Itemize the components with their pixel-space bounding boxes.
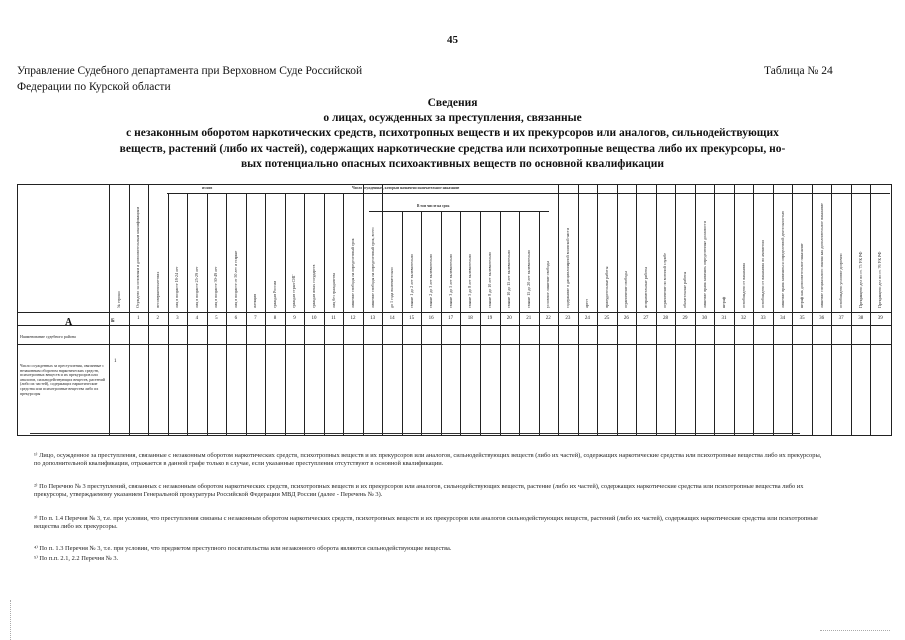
column-number: 17 — [448, 316, 454, 321]
column-header: обязательные работы — [681, 271, 687, 308]
group-header-sentenced: Число осужденных, которым назначено окончательное наказание — [352, 186, 460, 190]
column-header: лишение свободы на определенный срок — [350, 238, 356, 308]
column-number: 27 — [643, 316, 649, 321]
column-number: 5 — [215, 316, 218, 321]
column-header: содержание в дисциплинарной воинской части — [564, 228, 570, 308]
table-column-line — [324, 193, 325, 436]
column-header: свыше 15 до 20 лет включительно — [525, 249, 531, 308]
table-column-line — [500, 211, 501, 436]
column-number: 1 — [137, 316, 140, 321]
table-column-line — [675, 184, 676, 436]
table-column-line — [402, 211, 403, 436]
organization-line-2: Федерации по Курской области — [17, 81, 171, 93]
footnote-separator — [30, 433, 800, 434]
column-header: Осуждено за основным и дополнительным квалификациям — [135, 207, 141, 308]
table-column-line — [870, 184, 871, 436]
column-header: свыше 8 до 10 лет включительно — [486, 251, 492, 308]
column-number: 39 — [877, 316, 883, 321]
column-number: 6 — [234, 316, 238, 321]
statistics-table — [17, 184, 892, 436]
column-header: лиц в возрасте 18-24 лет — [174, 266, 180, 308]
column-header: освобождено условно-досрочно — [838, 253, 844, 308]
column-header: лиц в возрасте от 50 лет и старше — [232, 250, 238, 308]
table-column-line — [695, 184, 696, 436]
column-header: лишение права заниматься определенной деятельностью — [779, 210, 785, 308]
column-header: лиц без гражданства — [330, 273, 336, 308]
column-number: 37 — [838, 316, 844, 321]
table-column-line — [812, 184, 813, 436]
column-header: освобождено от наказания — [740, 262, 746, 308]
column-number: 19 — [487, 316, 493, 321]
table-column-line — [187, 193, 188, 436]
column-header: условное лишение свободы — [545, 261, 551, 308]
scan-margin-left — [10, 600, 14, 640]
row-letter-a: А — [65, 317, 73, 328]
column-header: граждан стран СНГ — [291, 274, 297, 308]
column-header: принудительные работы — [603, 266, 609, 308]
group-header-of-them: из них — [202, 186, 213, 190]
column-number: 38 — [858, 316, 864, 321]
group-line-of-them — [167, 193, 342, 194]
column-header: лишение свободы на определенный срок, всего — [369, 227, 375, 308]
column-header: лиц в возрасте 30-49 лет — [213, 266, 219, 308]
row-letter-b: Б — [111, 318, 115, 324]
table-column-line — [617, 184, 618, 436]
column-header: женщин — [252, 294, 258, 308]
table-column-line — [773, 184, 774, 436]
table-column-line — [285, 193, 286, 436]
column-number: 31 — [721, 316, 727, 321]
row-label-main: Число осужденных за преступления, связанные с незаконным оборотом наркотических средств, психотропных веществ и их прекурсоров или аналогов, сильнодействующих веществ, растений (либо их частей), содержащих наркотические средства или психотропные вещества либо их прекурсоры — [20, 363, 105, 396]
column-header: освобождено от наказания по амнистии — [760, 240, 766, 308]
column-header: штраф — [721, 296, 727, 308]
table-column-line — [265, 193, 266, 436]
table-column-line — [460, 211, 461, 436]
column-header: граждан России — [271, 280, 277, 308]
table-column-line — [441, 211, 442, 436]
table-column-line — [792, 184, 793, 436]
column-header: лишение права занимать определенные должности — [701, 221, 707, 308]
column-header: ограничение по военной службе — [662, 253, 668, 308]
column-header: свыше 3 до 5 лет включительно — [447, 253, 453, 308]
column-number: 12 — [350, 316, 356, 321]
title-line-1: Сведения — [427, 97, 478, 109]
column-number: 25 — [604, 316, 610, 321]
column-number: 11 — [331, 316, 336, 321]
table-column-line — [519, 211, 520, 436]
footnote-2: ²⁾ По Перечню № 3 преступлений, связанных с незаконным оборотом наркотических средств, психотропных веществ и их прекурсоров или аналогов, сильнодействующих веществ, растение (либо их частей), содержащих наркотические средства или психотропные вещества либо их прекурсоры, утверждаемому указанием Генеральной прокуратуры Российской Федерации МВД России (далее - Перечень № 3). — [34, 483, 804, 499]
title-line-2: о лицах, осужденных за преступления, связанные — [323, 112, 582, 124]
table-column-line — [578, 184, 579, 436]
column-number: 18 — [467, 316, 473, 321]
column-number: 26 — [623, 316, 629, 321]
table-column-line — [363, 184, 364, 436]
column-header: свыше 2 до 3 лет включительно — [428, 253, 434, 308]
column-header: Прекращено дел по ст. 75 УК РФ — [857, 251, 863, 308]
table-column-line — [753, 184, 754, 436]
column-number: 7 — [254, 316, 257, 321]
column-number: 10 — [311, 316, 317, 321]
table-column-line — [656, 184, 657, 436]
table-column-line — [480, 211, 481, 436]
column-header: граждан иных государств — [311, 264, 316, 308]
column-number: 21 — [526, 316, 532, 321]
table-column-line — [109, 184, 110, 436]
column-number: 23 — [565, 316, 571, 321]
organization-line-1: Управление Судебного департамента при Верховном Суде Российской — [17, 65, 363, 77]
title-line-5: вых потенциально опасных психоактивных веществ по основной квалификации — [240, 158, 665, 170]
column-number: 33 — [760, 316, 766, 321]
table-column-line — [168, 193, 169, 436]
table-column-line — [851, 184, 852, 436]
table-column-line — [207, 193, 208, 436]
column-header: арест — [584, 298, 590, 308]
column-number: 36 — [819, 316, 825, 321]
table-column-line — [246, 193, 247, 436]
table-column-line — [343, 193, 344, 436]
column-header: свыше 10 до 15 лет включительно — [506, 249, 512, 308]
column-number: 28 — [662, 316, 668, 321]
column-header: лишение специального звания как дополнительное наказание — [818, 203, 824, 308]
column-header: штраф как дополнительное наказание — [799, 243, 805, 308]
column-header: лиц в возрасте 25-29 лет — [193, 266, 199, 308]
column-header: свыше 1 до 2 лет включительно — [408, 253, 414, 308]
footnote-4: ⁴⁾ По п. 1.3 Перечня № 3, т.е. при условии, что предметом преступного посягательства или незаконного оборота являются сильнодействующие вещества. — [34, 545, 452, 552]
column-header: свыше 5 до 8 лет включительно — [467, 253, 473, 308]
footnote-5: ⁵⁾ По п.п. 2.1, 2.2 Перечня № 3. — [34, 555, 119, 562]
table-column-line — [226, 193, 227, 436]
column-number: 20 — [506, 316, 512, 321]
column-number: 22 — [545, 316, 551, 321]
column-number: 34 — [780, 316, 786, 321]
column-number: 30 — [702, 316, 707, 321]
column-number: 9 — [293, 316, 296, 321]
table-column-line — [421, 211, 422, 436]
scan-margin-bottom — [820, 630, 890, 631]
footnote-3: ³⁾ По п. 1.4 Перечня № 3, т.е. при условии, что преступления связаны с незаконным оборотом наркотических средств, психотропных веществ и их прекурсоров или аналогов сильнодействующих веществ, растений (либо их частей), содержащих наркотические средства или психотропные вещества либо их прекурсоры. — [34, 515, 818, 531]
table-column-line — [539, 211, 540, 436]
column-number: 35 — [799, 316, 805, 321]
column-number: 32 — [741, 316, 747, 321]
row-label-court-district: Наименование судебного района — [20, 334, 76, 339]
column-number: 14 — [389, 316, 395, 321]
column-header: Прекращено дел по ст. 76 УК РФ — [877, 251, 883, 308]
group-line-term — [369, 211, 549, 212]
table-column-line — [734, 184, 735, 436]
column-header: № строки — [115, 291, 121, 308]
column-number: 4 — [195, 316, 199, 321]
title-line-3: с незаконным оборотом наркотических средств, психотропных веществ и их прекурсоров или аналогов, сильнодействующих — [126, 127, 779, 139]
column-number: 8 — [273, 316, 277, 321]
table-column-line — [304, 193, 305, 436]
group-header-term: В том числе на срок — [417, 204, 450, 208]
column-header: ограничение свободы — [623, 271, 629, 308]
column-header: до 1 года включительно — [389, 267, 395, 308]
table-number: Таблица № 24 — [764, 65, 833, 77]
column-number: 13 — [370, 316, 376, 321]
title-line-4: веществ, растений (либо их частей), содержащих наркотические средства или психотропные вещества либо их прекурсоры, но- — [119, 143, 786, 155]
table-column-line — [558, 184, 559, 436]
table-column-line — [129, 184, 130, 436]
column-number: 2 — [156, 316, 160, 321]
footnote-1: ¹⁾ Лицо, осужденное за преступления, связанные с незаконным оборотом наркотических средств, психотропных веществ и их прекурсоров или аналогов, сильнодействующих веществ (либо их частей), содержащих наркотические средства или психотропные вещества либо их прекурсоры, по дополнительной квалификации, отражается в данной графе только в случае, если указанные преступления отсутствуют в основной квалификации. — [34, 452, 822, 468]
table-column-line — [382, 184, 383, 436]
column-header: исправительные работы — [642, 266, 648, 308]
page-number: 45 — [447, 34, 458, 46]
column-number: 3 — [176, 316, 179, 321]
table-column-line — [148, 184, 149, 436]
column-number: 29 — [682, 316, 688, 321]
row-number-1: 1 — [114, 359, 117, 364]
column-number: 15 — [409, 316, 415, 321]
table-column-line — [831, 184, 832, 436]
table-column-line — [714, 184, 715, 436]
table-column-line — [597, 184, 598, 436]
table-column-line — [636, 184, 637, 436]
column-header: несовершеннолетних — [154, 271, 160, 308]
column-number: 24 — [584, 316, 590, 321]
column-number: 16 — [428, 316, 434, 321]
